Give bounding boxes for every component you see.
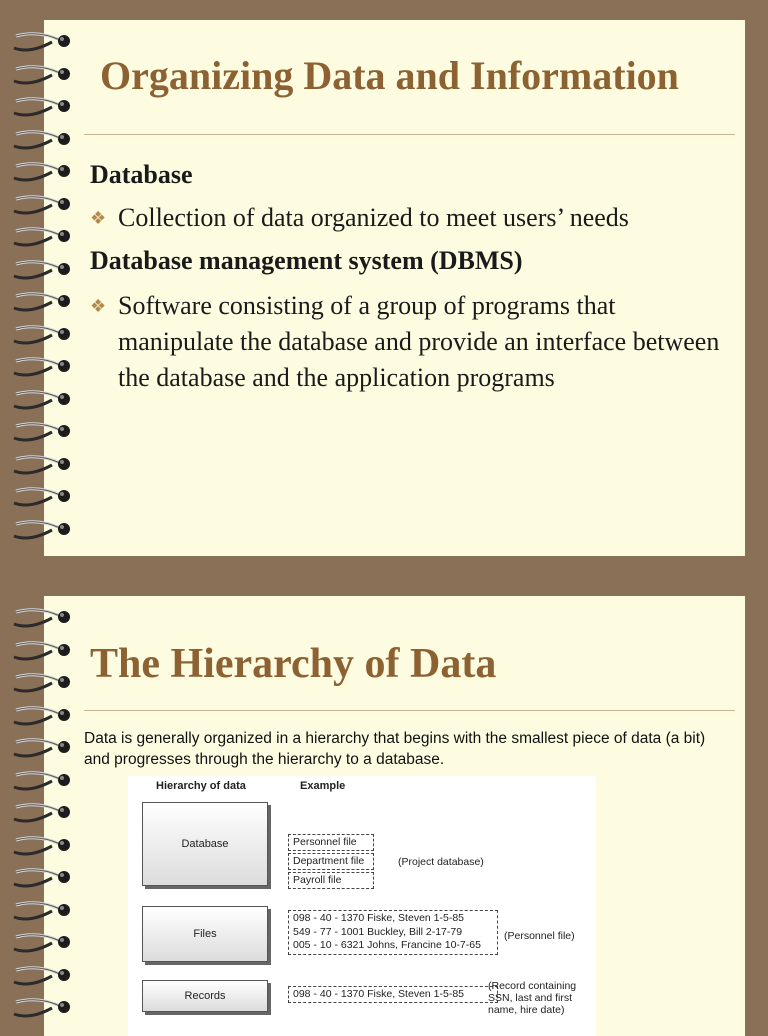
example-file-records	[288, 910, 498, 955]
spiral-ring-icon	[8, 28, 78, 56]
spiral-ring-icon	[8, 962, 78, 990]
spiral-ring-icon	[8, 994, 78, 1022]
note-project-database: (Project database)	[398, 856, 484, 868]
spiral-ring-icon	[8, 288, 78, 316]
file-record-line: 098 - 40 - 1370 Fiske, Steven 1-5-85	[293, 912, 465, 924]
spiral-ring-icon	[8, 61, 78, 89]
spiral-ring-icon	[8, 929, 78, 957]
slide-title: The Hierarchy of Data	[90, 641, 497, 687]
column-header-hierarchy: Hierarchy of data	[156, 780, 246, 792]
column-header-example: Example	[300, 780, 346, 792]
slide-title: Organizing Data and Information	[100, 53, 679, 98]
example-payroll-file: Payroll file	[288, 872, 374, 889]
note-line: (Record containing	[488, 980, 577, 992]
note-line: SSN, last and first	[488, 992, 573, 1004]
spiral-ring-icon	[8, 516, 78, 544]
spiral-ring-icon	[8, 126, 78, 154]
spiral-ring-icon	[8, 321, 78, 349]
spiral-ring-icon	[8, 897, 78, 925]
title-divider	[84, 134, 735, 135]
intro-text: Data is generally organized in a hierarchy that begins with the smallest piece of data (a bit) and progresses through the hierarchy to a database.	[84, 730, 706, 768]
note-personnel-file: (Personnel file)	[504, 930, 575, 942]
file-record-line: 549 - 77 - 1001 Buckley, Bill 2-17-79	[293, 925, 463, 938]
spiral-ring-icon	[8, 637, 78, 665]
spiral-ring-icon	[8, 451, 78, 479]
hierarchy-figure	[128, 776, 596, 1036]
spiral-ring-icon	[8, 256, 78, 284]
level-records-box	[142, 980, 268, 1012]
spiral-ring-icon	[8, 483, 78, 511]
note-line: name, hire date)	[488, 1004, 565, 1016]
spiral-ring-icon	[8, 418, 78, 446]
bullet-text: Collection of data organized to meet users’ needs	[118, 203, 629, 232]
file-record-line: 005 - 10 - 6321 Johns, Francine 10-7-65	[293, 939, 481, 951]
level-files-box	[142, 906, 268, 962]
example-department-file: Department file	[288, 853, 374, 870]
spiral-ring-icon	[8, 223, 78, 251]
slide-hierarchy-of-data	[44, 596, 745, 1036]
spiral-ring-icon	[8, 734, 78, 762]
example-personnel-file: Personnel file	[288, 834, 374, 851]
level-label: Records	[184, 990, 226, 1002]
title-divider	[84, 710, 735, 711]
spiral-ring-icon	[8, 767, 78, 795]
note-record-containing	[488, 980, 576, 1016]
example-record: 098 - 40 - 1370 Fiske, Steven 1-5-85	[288, 986, 498, 1003]
bullet-software	[90, 288, 730, 396]
diamond-bullet-icon: ❖	[90, 296, 107, 316]
spiral-ring-icon	[8, 93, 78, 121]
level-label: Database	[181, 838, 229, 850]
level-label: Files	[193, 928, 217, 940]
spiral-ring-icon	[8, 832, 78, 860]
spiral-ring-icon	[8, 799, 78, 827]
spiral-ring-icon	[8, 158, 78, 186]
level-database-box	[142, 802, 268, 886]
diamond-bullet-icon: ❖	[90, 208, 107, 228]
slide-organizing-data	[44, 20, 745, 556]
spiral-ring-icon	[8, 604, 78, 632]
heading-dbms: Database management system (DBMS)	[90, 246, 523, 275]
spiral-ring-icon	[8, 864, 78, 892]
spiral-ring-icon	[8, 353, 78, 381]
spiral-ring-icon	[8, 191, 78, 219]
heading-database: Database	[90, 160, 193, 189]
spiral-ring-icon	[8, 669, 78, 697]
bullet-text: Software consisting of a group of programs that manipulate the database and provide an interface between the database and the application programs	[118, 291, 720, 392]
spiral-ring-icon	[8, 702, 78, 730]
spiral-ring-icon	[8, 386, 78, 414]
bullet-collection	[90, 200, 730, 236]
